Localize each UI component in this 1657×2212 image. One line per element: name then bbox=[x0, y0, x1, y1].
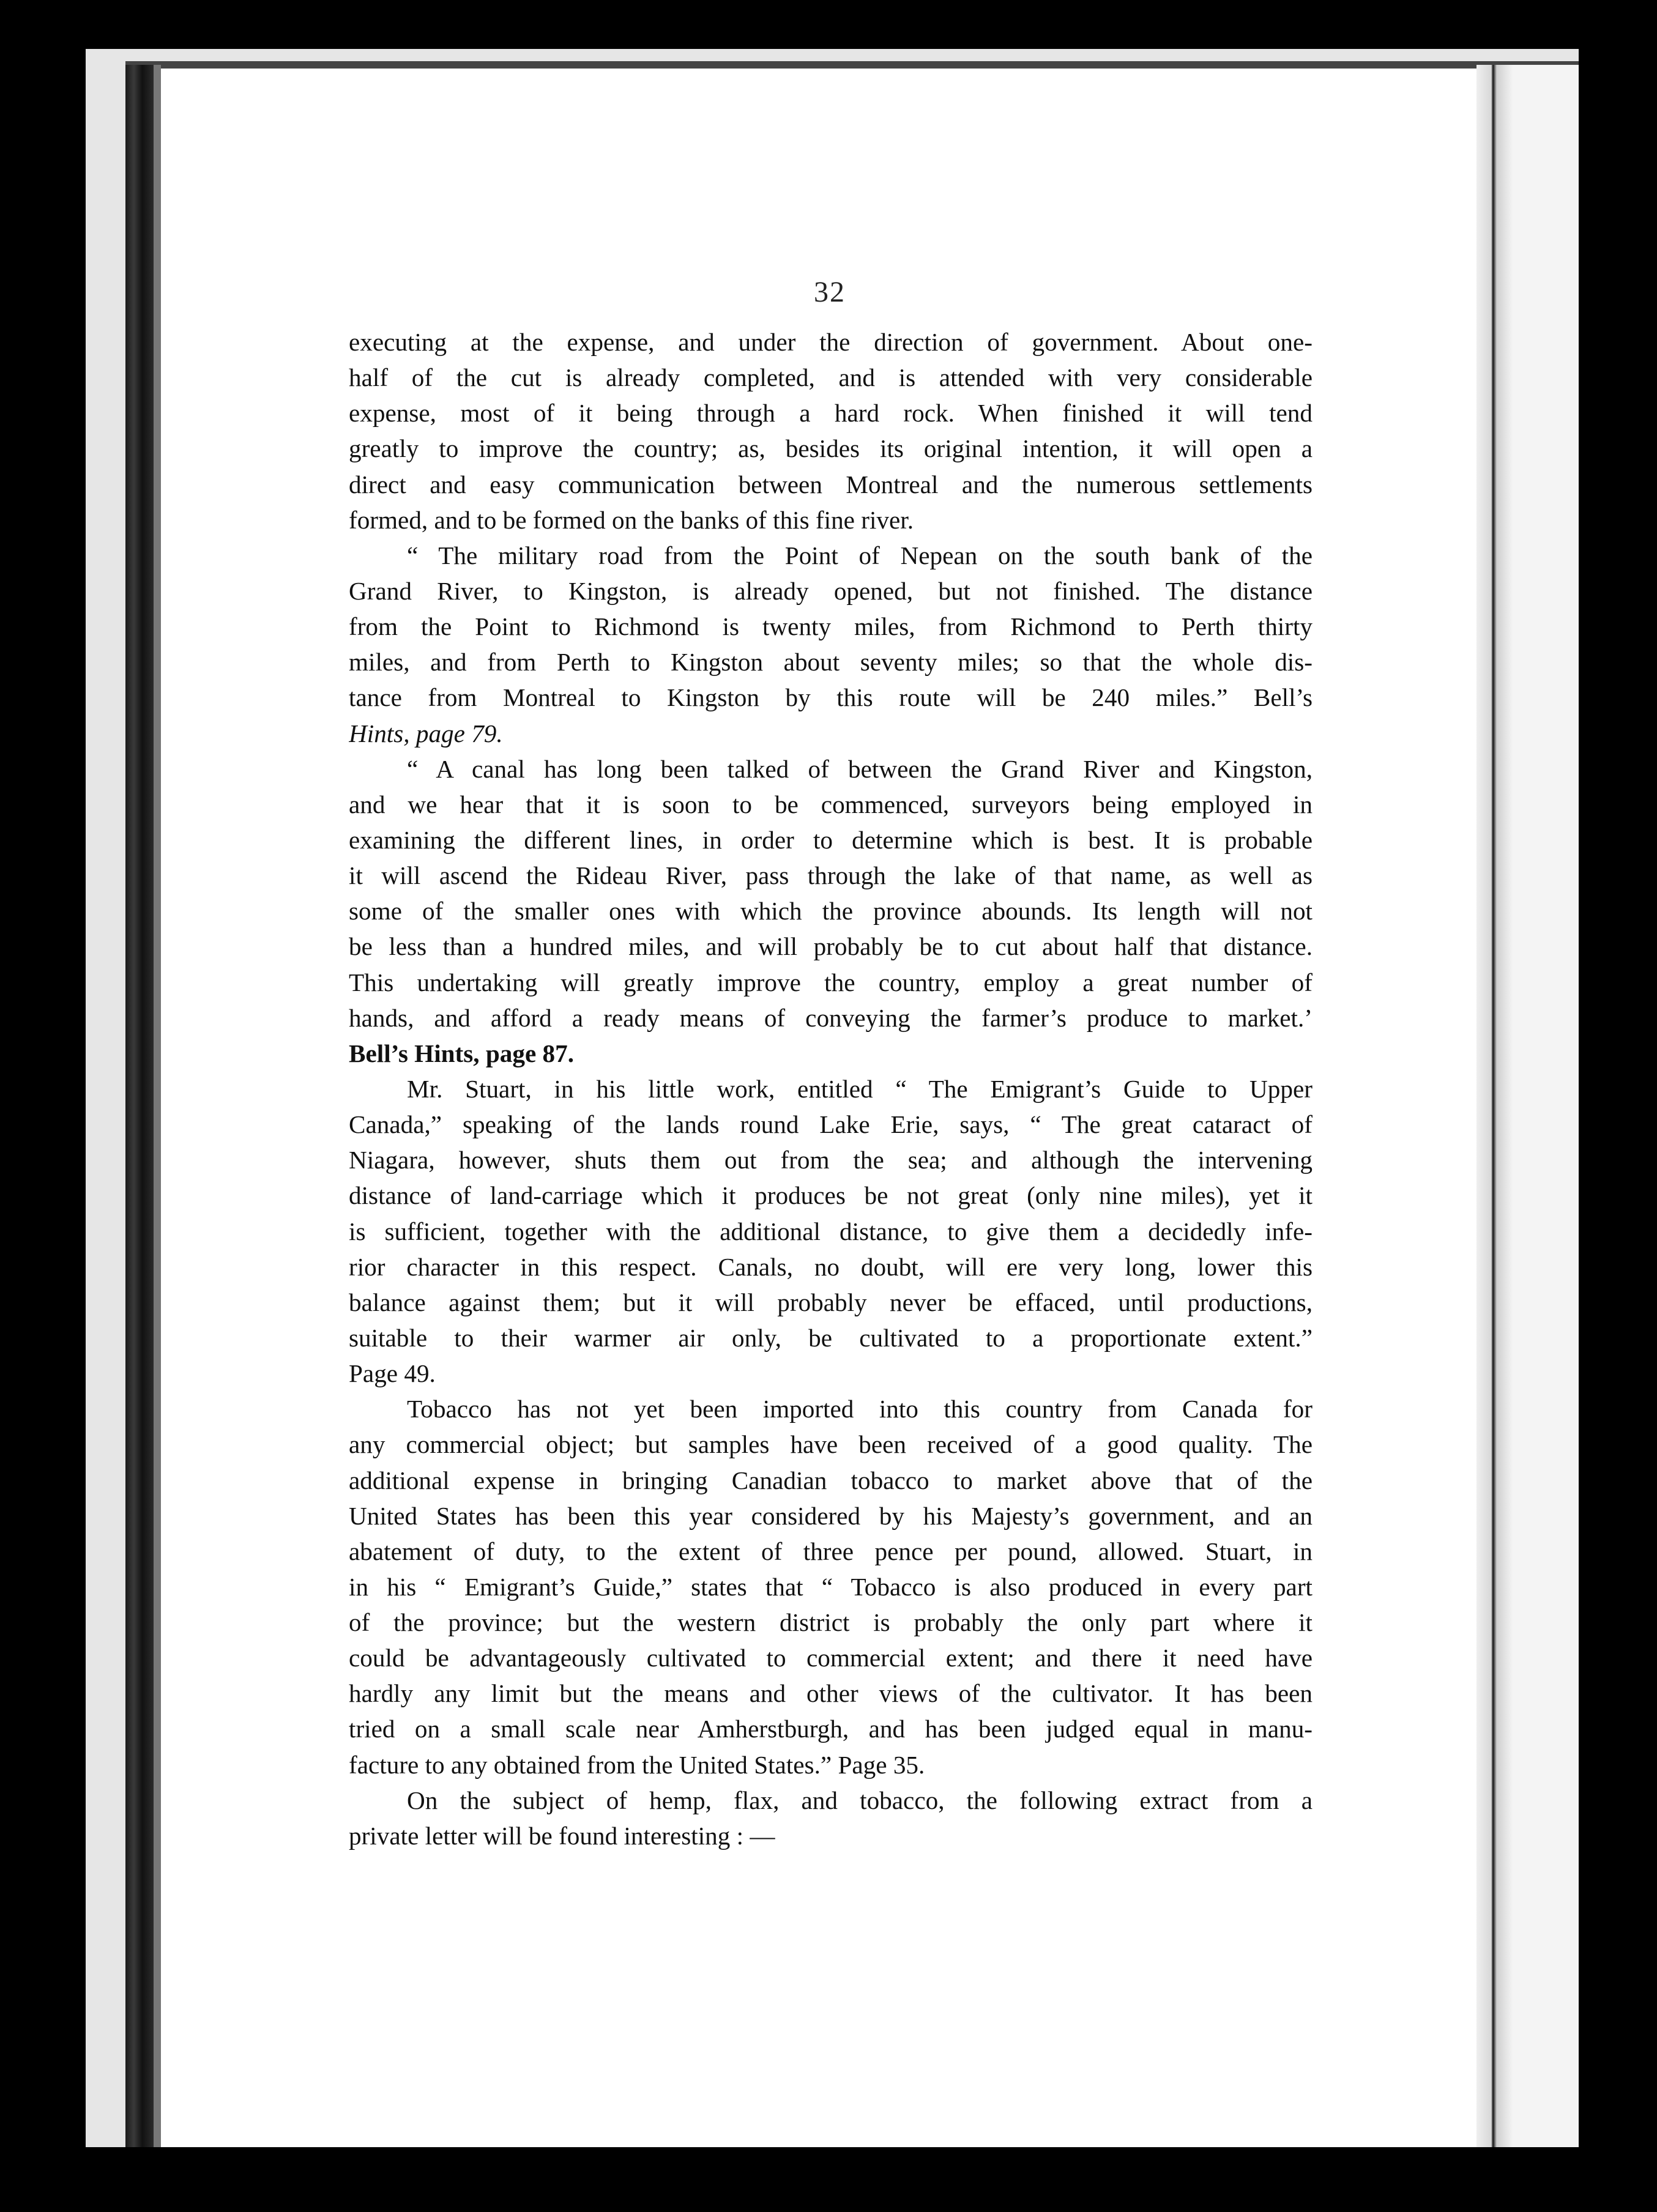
text-line: hands, and afford a ready means of conveying the farmer’s produce to market.’ bbox=[349, 1003, 1313, 1032]
page-fold-shadow bbox=[1476, 65, 1513, 2147]
text-line: rior character in this respect. Canals, no doubt, will ere very long, lower this bbox=[349, 1252, 1313, 1281]
text-line: and we hear that it is soon to be commenced, surveyors being employed in bbox=[349, 790, 1313, 818]
book-binding-shadow bbox=[125, 65, 154, 2147]
text-line: it will ascend the Rideau River, pass through the lake of that name, as well as bbox=[349, 861, 1313, 890]
text-line: facture to any obtained from the United States.” Page 35. bbox=[349, 1750, 925, 1779]
text-line: “ The military road from the Point of Nepean on the south bank of the bbox=[407, 541, 1313, 570]
text-line: Niagara, however, shuts them out from the sea; and although the intervening bbox=[349, 1146, 1313, 1175]
text-line: “ A canal has long been talked of between the Grand River and Kingston, bbox=[407, 754, 1313, 783]
text-line: expense, most of it being through a hard rock. When finished it will tend bbox=[349, 399, 1313, 428]
text-line: any commercial object; but samples have been received of a good quality. The bbox=[349, 1430, 1313, 1459]
body-text bbox=[349, 324, 1313, 1854]
text-line: balance against them; but it will probably never be effaced, until productions, bbox=[349, 1288, 1313, 1316]
text-line: tance from Montreal to Kingston by this route will be 240 miles.” Bell’s bbox=[349, 683, 1313, 712]
binding-inner-edge bbox=[154, 65, 161, 2147]
text-line: direct and easy communication between Montreal and the numerous settlements bbox=[349, 470, 1313, 499]
text-line: examining the different lines, in order to determine which is best. It is probable bbox=[349, 825, 1313, 854]
text-line: additional expense in bringing Canadian tobacco to market above that of the bbox=[349, 1466, 1313, 1494]
text-line: be less than a hundred miles, and will probably be to cut about half that distance. bbox=[349, 932, 1313, 961]
text-line: Grand River, to Kingston, is already opened, but not finished. The distance bbox=[349, 576, 1313, 605]
text-line: formed, and to be formed on the banks of this fine river. bbox=[349, 505, 914, 534]
text-line: from the Point to Richmond is twenty miles, from Richmond to Perth thirty bbox=[349, 612, 1313, 641]
text-line: of the province; but the western district is probably the only part where it bbox=[349, 1608, 1313, 1637]
text-line: tried on a small scale near Amherstburgh, and has been judged equal in manu- bbox=[349, 1715, 1313, 1743]
text-line: Bell’s Hints, page 87. bbox=[349, 1039, 575, 1067]
text-line: suitable to their warmer air only, be cultivated to a proportionate extent.” bbox=[349, 1323, 1313, 1352]
text-line: Canada,” speaking of the lands round Lake Erie, says, “ The great cataract of bbox=[349, 1110, 1313, 1139]
text-line: Page 49. bbox=[349, 1359, 436, 1388]
text-line: is sufficient, together with the additional distance, to give them a decidedly infe- bbox=[349, 1217, 1313, 1245]
text-line: greatly to improve the country; as, besides its original intention, it will open a bbox=[349, 434, 1313, 463]
text-line: distance of land-carriage which it produces be not great (only nine miles), yet it bbox=[349, 1181, 1313, 1210]
text-line: hardly any limit but the means and other views of the cultivator. It has been bbox=[349, 1679, 1313, 1708]
page-number: 32 bbox=[814, 276, 846, 308]
text-line: United States has been this year considered by his Majesty’s government, and an bbox=[349, 1501, 1313, 1530]
next-page-edge bbox=[1513, 65, 1579, 2147]
text-line: miles, and from Perth to Kingston about seventy miles; so that the whole dis- bbox=[349, 648, 1313, 677]
text-line: On the subject of hemp, flax, and tobacco, the following extract from a bbox=[407, 1786, 1313, 1814]
text-line: half of the cut is already completed, and is attended with very considerable bbox=[349, 363, 1313, 392]
text-line: abatement of duty, to the extent of three pence per pound, allowed. Stuart, in bbox=[349, 1537, 1313, 1565]
text-line: executing at the expense, and under the direction of government. About one- bbox=[349, 328, 1313, 356]
text-line: This undertaking will greatly improve the country, employ a great number of bbox=[349, 968, 1313, 997]
text-line: Mr. Stuart, in his little work, entitled “ The Emigrant’s Guide to Upper bbox=[407, 1074, 1313, 1103]
text-line: Tobacco has not yet been imported into this country from Canada for bbox=[407, 1395, 1313, 1423]
page-top-edge bbox=[125, 61, 1579, 69]
text-line: in his “ Emigrant’s Guide,” states that “ Tobacco is also produced in every part bbox=[349, 1572, 1313, 1601]
text-line: could be advantageously cultivated to commercial extent; and there it need have bbox=[349, 1644, 1313, 1672]
text-line: private letter will be found interesting : — bbox=[349, 1821, 775, 1850]
text-line: some of the smaller ones with which the province abounds. Its length will not bbox=[349, 897, 1313, 926]
text-line: Hints, page 79. bbox=[349, 719, 503, 748]
